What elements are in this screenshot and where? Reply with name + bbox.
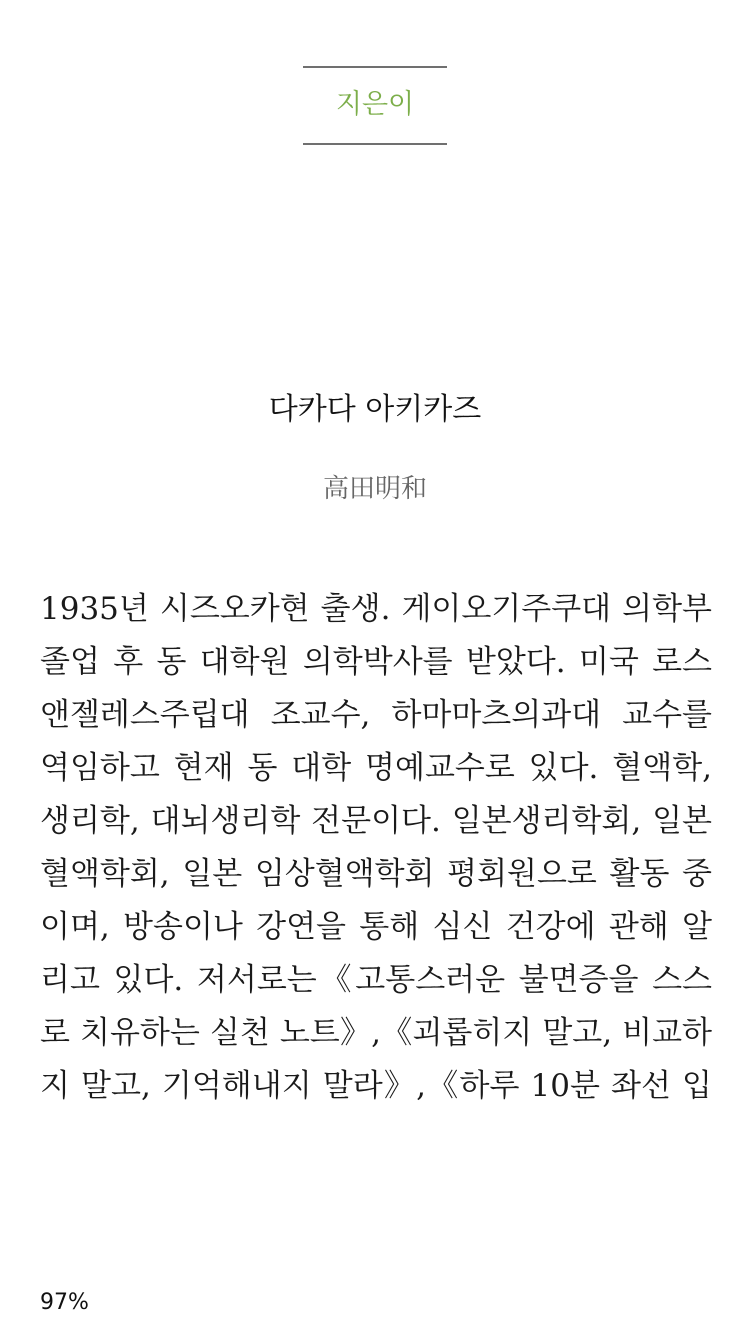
bio-line: 혈액학회, 일본 임상혈액학회 평회원으로 활동 중: [40, 856, 712, 892]
bio-line: 로 치유하는 실천 노트》,《괴롭히지 말고, 비교하: [40, 1015, 712, 1051]
bio-line: 생리학, 대뇌생리학 전문이다. 일본생리학회, 일본: [40, 803, 712, 839]
section-title: 지은이: [335, 89, 415, 120]
bio-line: 이며, 방송이나 강연을 통해 심신 건강에 관해 알: [40, 909, 712, 945]
author-name: 다카다 아키카즈: [268, 392, 482, 427]
bio-line: 리고 있다. 저서로는《고통스러운 불면증을 스스: [40, 962, 712, 998]
reading-progress: 97%: [40, 1290, 89, 1315]
bio-line: 지 말고, 기억해내지 말라》,《하루 10분 좌선 입: [40, 1068, 712, 1104]
bio-line: 역임하고 현재 동 대학 명예교수로 있다. 혈액학,: [40, 750, 712, 786]
bio-line: 1935년 시즈오카현 출생. 게이오기주쿠대 의학부: [40, 591, 712, 627]
section-header: [303, 66, 447, 146]
author-bio: [40, 583, 712, 1193]
bio-line: 졸업 후 동 대학원 의학박사를 받았다. 미국 로스: [40, 644, 712, 680]
author-original-name: 高田明和: [322, 474, 427, 504]
header-top-rule: [303, 66, 447, 68]
header-bottom-rule: [303, 143, 447, 145]
bio-line: 앤젤레스주립대 조교수, 하마마츠의과대 교수를: [40, 697, 712, 733]
